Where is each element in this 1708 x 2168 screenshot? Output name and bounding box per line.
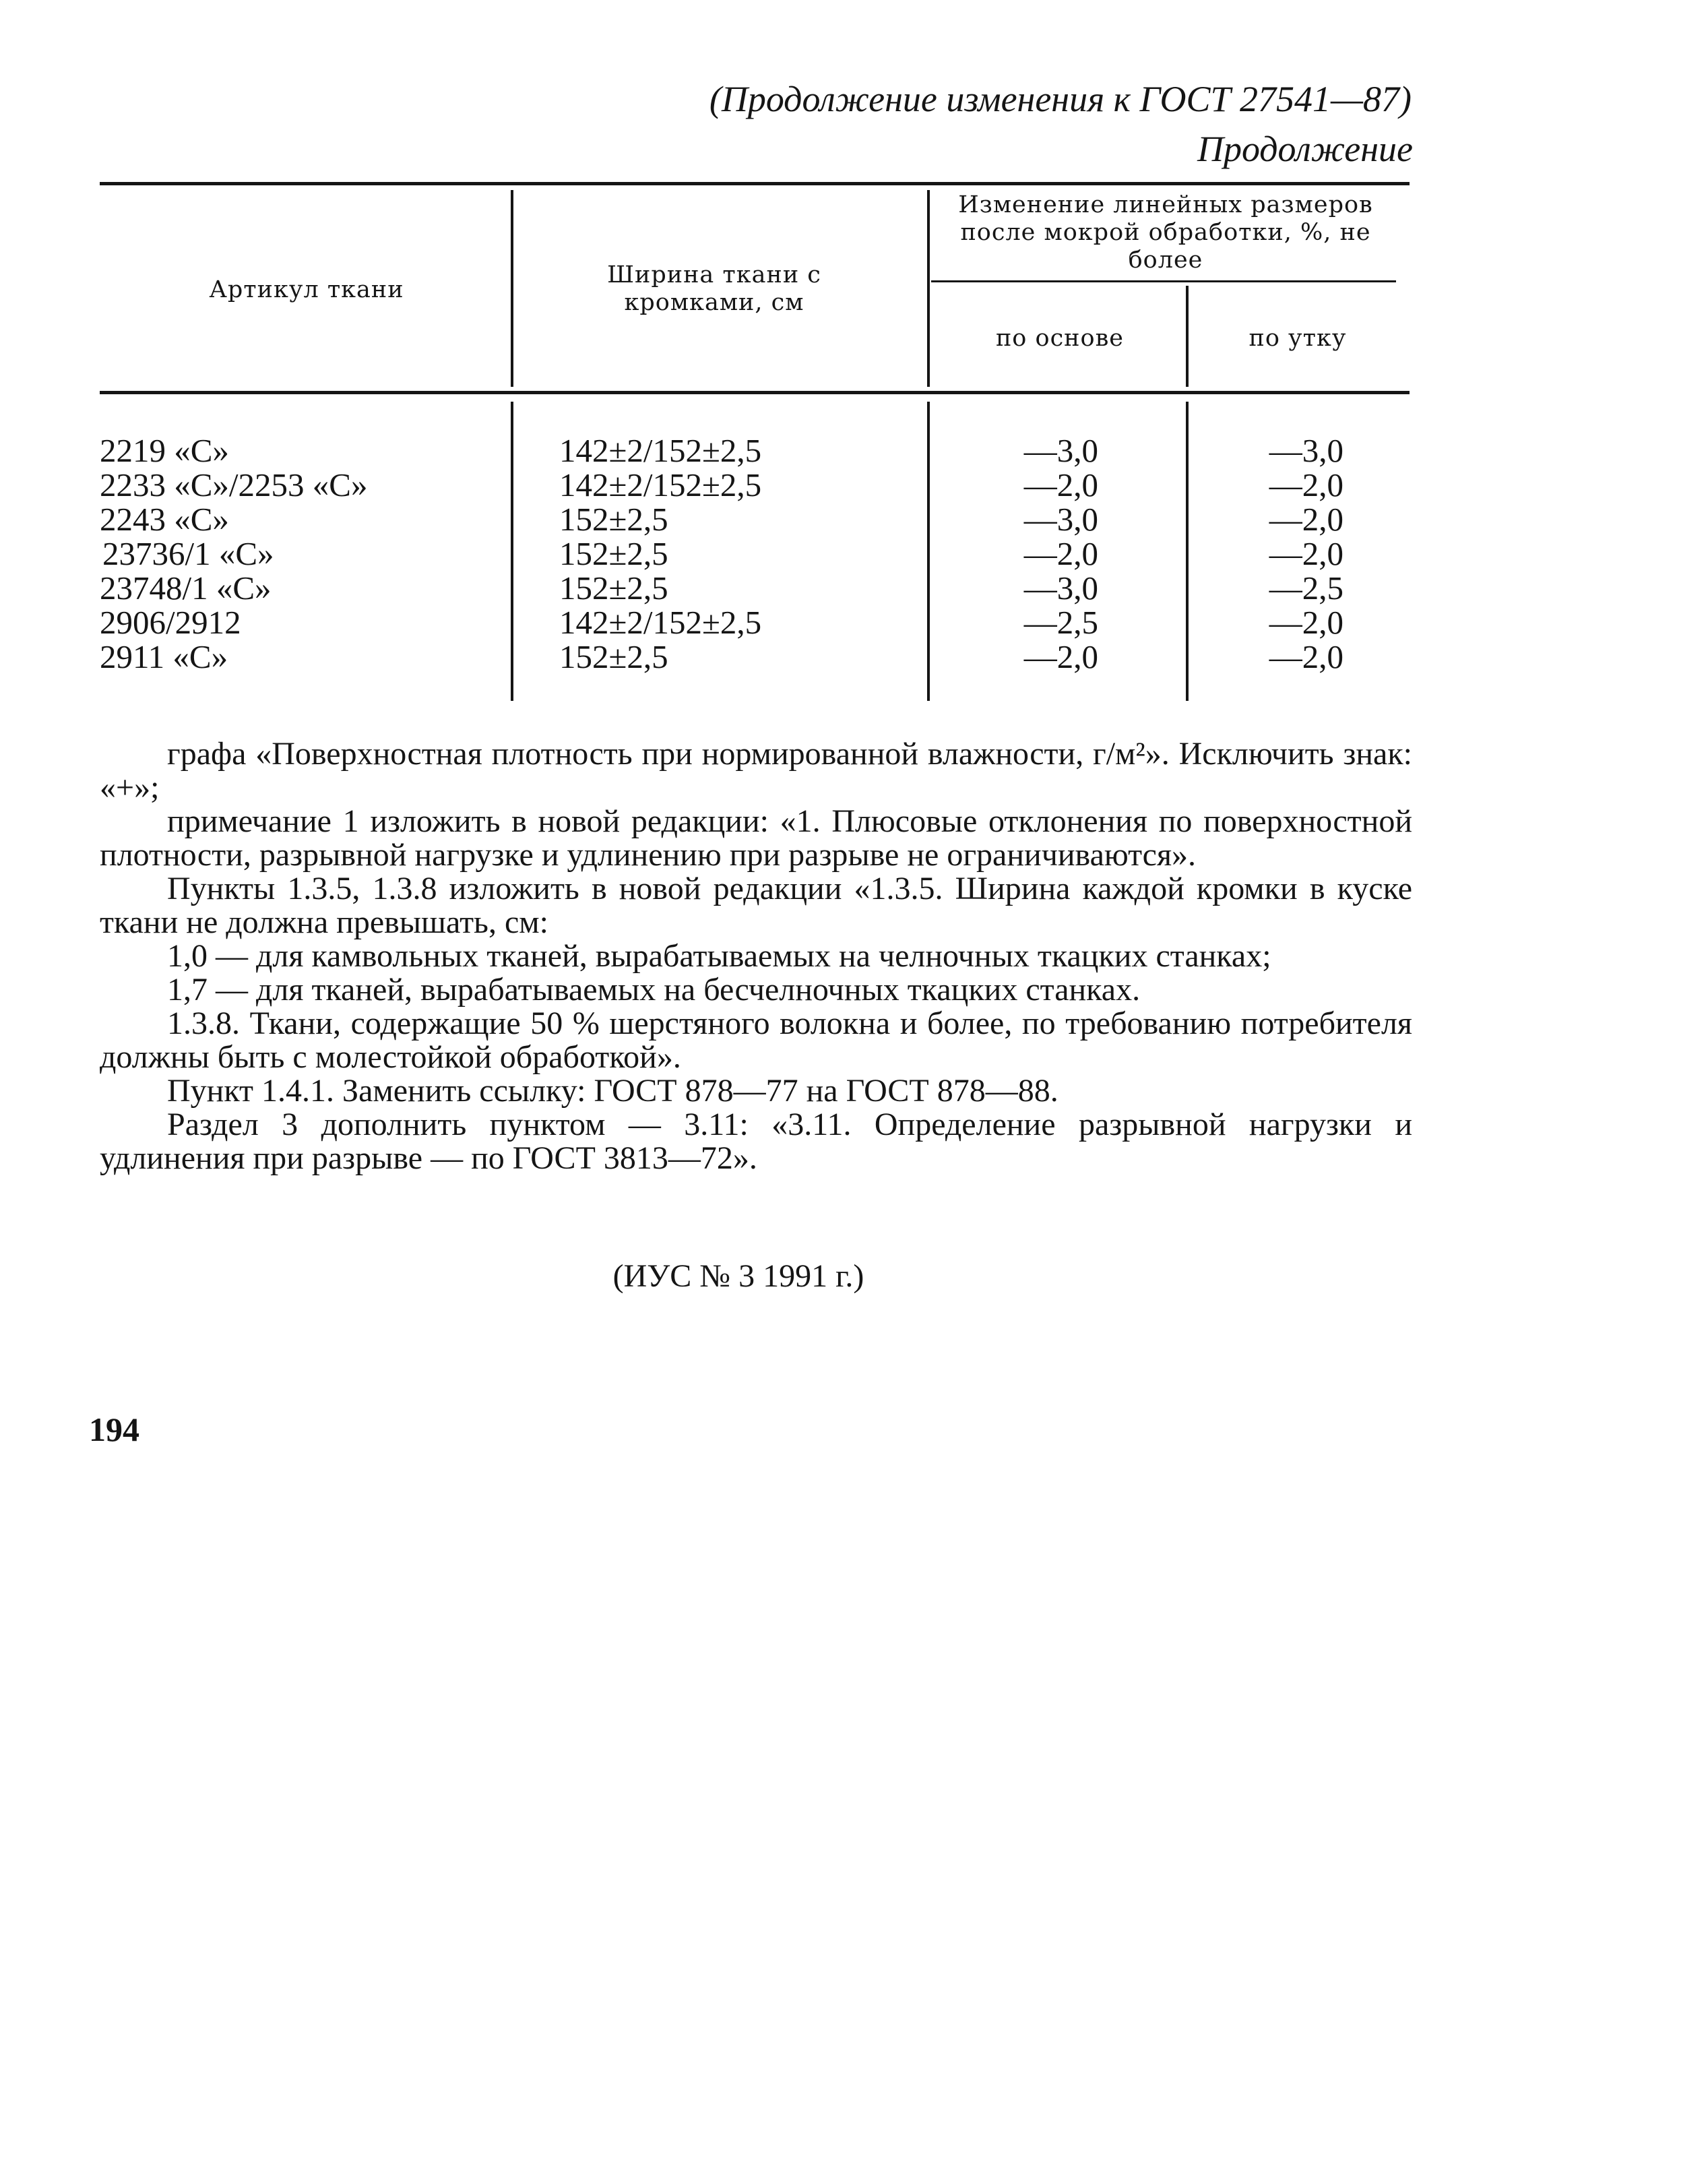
paragraph: Пункт 1.4.1. Заменить ссылку: ГОСТ 878—77 на ГОСТ 878—88. bbox=[167, 1073, 1058, 1109]
continuation-title: (Продолжение изменения к ГОСТ 27541—87) bbox=[709, 79, 1412, 119]
paragraph: примечание 1 изложить в новой редакции: «1. Плюсовые отклонения по поверхностной плотности, разрывной нагрузке и удлинению при разрыве не ограничиваются». bbox=[100, 803, 1412, 873]
cell-warp: —3,0 bbox=[1023, 569, 1098, 607]
paragraph: Раздел 3 дополнить пунктом — 3.11: «3.11. Определение разрывной нагрузки и удлинения при разрыве — по ГОСТ 3813—72». bbox=[100, 1107, 1412, 1176]
cell-article: 2243 «С» bbox=[100, 501, 229, 538]
cell-width: 152±2,5 bbox=[559, 501, 668, 538]
cell-warp: —2,5 bbox=[1023, 604, 1098, 641]
col-header-warp: по основе bbox=[995, 325, 1124, 352]
table-body-vrule-3 bbox=[1186, 402, 1189, 701]
col-header-weft: по утку bbox=[1248, 325, 1347, 352]
cell-width: 142±2/152±2,5 bbox=[559, 432, 762, 469]
cell-article: 2911 «С» bbox=[100, 638, 228, 675]
cell-warp: —3,0 bbox=[1023, 501, 1098, 538]
source-reference: (ИУС № 3 1991 г.) bbox=[612, 1258, 864, 1294]
table-body-vrule-1 bbox=[511, 402, 513, 701]
table-vrule-3 bbox=[1186, 286, 1189, 387]
cell-weft: —3,0 bbox=[1269, 432, 1343, 469]
cell-warp: —3,0 bbox=[1023, 432, 1098, 469]
cell-article: 2233 «С»/2253 «С» bbox=[100, 466, 368, 503]
cell-article: 2219 «С» bbox=[100, 432, 229, 469]
paragraph: 1,7 — для тканей, вырабатываемых на бесчелночных ткацких станках. bbox=[167, 972, 1141, 1008]
paragraph: 1,0 — для камвольных тканей, вырабатываемых на челночных ткацких станках; bbox=[167, 938, 1271, 974]
amendment-text bbox=[100, 737, 1412, 1175]
table-vrule-2 bbox=[927, 190, 930, 387]
cell-width: 142±2/152±2,5 bbox=[559, 466, 762, 503]
col-header-article: Артикул ткани bbox=[209, 276, 404, 303]
cell-warp: —2,0 bbox=[1023, 638, 1098, 675]
cell-warp: —2,0 bbox=[1023, 466, 1098, 503]
cell-warp: —2,0 bbox=[1023, 535, 1098, 572]
table-subheader-rule bbox=[931, 280, 1396, 282]
table-header-bottom-rule bbox=[100, 391, 1410, 394]
cell-weft: —2,5 bbox=[1269, 569, 1343, 607]
table-top-rule bbox=[100, 182, 1410, 185]
cell-width: 142±2/152±2,5 bbox=[559, 604, 762, 641]
cell-width: 152±2,5 bbox=[559, 569, 668, 607]
continuation-label: Продолжение bbox=[1197, 129, 1413, 169]
cell-weft: —2,0 bbox=[1269, 466, 1343, 503]
cell-article: 23748/1 «С» bbox=[100, 569, 272, 607]
col-header-width: Ширина ткани с кромками, см bbox=[607, 261, 821, 316]
table-body-vrule-2 bbox=[927, 402, 930, 701]
cell-article: 2906/2912 bbox=[100, 604, 241, 641]
paragraph: 1.3.8. Ткани, содержащие 50 % шерстяного волокна и более, по требованию потребителя должны быть с молестойкой обработкой». bbox=[100, 1005, 1412, 1075]
page-number: 194 bbox=[89, 1411, 139, 1448]
cell-width: 152±2,5 bbox=[559, 638, 668, 675]
cell-width: 152±2,5 bbox=[559, 535, 668, 572]
cell-article: 23736/1 «С» bbox=[102, 535, 274, 572]
cell-weft: —2,0 bbox=[1269, 535, 1343, 572]
cell-weft: —2,0 bbox=[1269, 638, 1343, 675]
table-vrule-1 bbox=[511, 190, 513, 387]
col-header-change-group: Изменение линейных размеров после мокрой обработки, %, не более bbox=[958, 191, 1373, 274]
paragraph: графа «Поверхностная плотность при нормированной влажности, г/м²». Исключить знак: «+»; bbox=[100, 736, 1412, 805]
cell-weft: —2,0 bbox=[1269, 604, 1343, 641]
cell-weft: —2,0 bbox=[1269, 501, 1343, 538]
paragraph: Пункты 1.3.5, 1.3.8 изложить в новой редакции «1.3.5. Ширина каждой кромки в куске ткани не должна превышать, см: bbox=[100, 871, 1412, 940]
